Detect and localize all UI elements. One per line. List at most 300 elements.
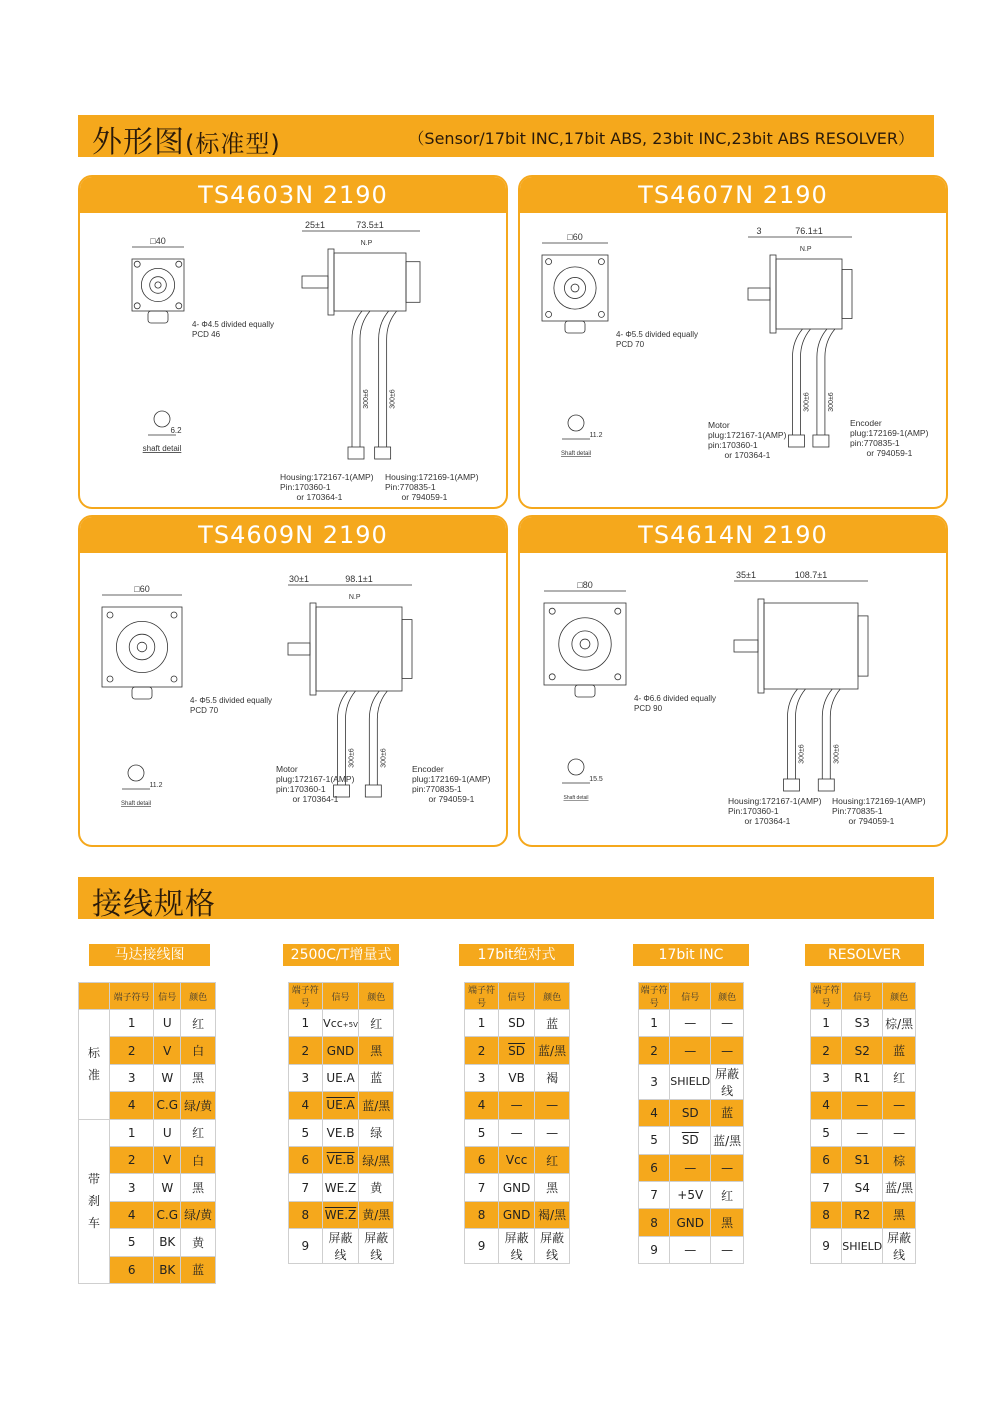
table-row [811, 1064, 916, 1091]
signal-cell: R2 [842, 1201, 883, 1228]
mount-hole [546, 311, 552, 317]
cable [387, 311, 397, 447]
header-cell: 信号 [154, 983, 181, 1010]
signal-cell: R1 [842, 1064, 883, 1091]
color-cell: 褐/黑 [535, 1201, 570, 1228]
abs17-wiring-table [464, 982, 570, 1264]
mount-hole [549, 674, 555, 680]
table-header-row [465, 983, 570, 1010]
pin-cell: 4 [110, 1201, 154, 1228]
color-cell: 棕/黑 [883, 1010, 916, 1037]
dimension-label: 300±6 [348, 748, 356, 768]
table-row [289, 1092, 394, 1119]
mount-hole [107, 612, 113, 618]
signal-cell: VE.B [322, 1119, 359, 1146]
motor-connector-note: Housing:172167-1(AMP) Pin:170360-1 or 170364-1 [280, 472, 374, 502]
table-row [639, 1209, 744, 1236]
cable-connector [365, 785, 381, 797]
pin-cell: 3 [110, 1064, 154, 1091]
table-row [811, 1037, 916, 1064]
color-cell: 白 [181, 1037, 216, 1064]
color-cell: 黑 [359, 1037, 394, 1064]
signal-cell: S2 [842, 1037, 883, 1064]
table-row [79, 1119, 216, 1146]
pin-cell: 4 [110, 1092, 154, 1119]
encoder-connector-note: Housing:172169-1(AMP) Pin:770835-1 or 794059-1 [832, 796, 926, 826]
table-row [289, 1174, 394, 1201]
color-cell: 蓝/黑 [535, 1037, 570, 1064]
panel-title: TS4614N 2190 [520, 517, 946, 553]
color-cell: 黄/黑 [359, 1201, 394, 1228]
dimension-label: 6.2 [170, 426, 182, 435]
signal-cell: SHIELD [842, 1229, 883, 1264]
connector-boss [565, 321, 585, 333]
panel-title: TS4607N 2190 [520, 177, 946, 213]
signal-cell: GND [499, 1174, 535, 1201]
pin-cell: 1 [110, 1010, 154, 1037]
cable-connector [375, 447, 391, 459]
dimension-label: □40 [150, 236, 166, 246]
table-row [465, 1010, 570, 1037]
pin-cell: 1 [811, 1010, 842, 1037]
cable [801, 329, 811, 435]
inc2500-wiring-table [288, 982, 394, 1264]
cable-connector [813, 435, 829, 447]
table-row [811, 1174, 916, 1201]
dimension-label: □80 [577, 580, 593, 590]
signal-cell: U [154, 1119, 181, 1146]
table-row [465, 1064, 570, 1091]
mount-hole [134, 303, 140, 309]
color-cell: 黄 [359, 1174, 394, 1201]
mount-hole [615, 608, 621, 614]
color-cell: 屏蔽线 [883, 1229, 916, 1264]
table-label-motor: 马达接线图 [89, 944, 210, 966]
pin-cell: 6 [811, 1146, 842, 1173]
table-row [811, 1010, 916, 1037]
dimension-label: 73.5±1 [356, 220, 384, 230]
signal-cell: V [154, 1146, 181, 1173]
mount-hole [176, 261, 182, 267]
group-label-brake: 带 刹 车 [79, 1119, 110, 1283]
shaft-circle [129, 634, 155, 660]
color-cell: — [883, 1119, 916, 1146]
pilot-circle [554, 267, 596, 309]
dimension-label: 300±6 [803, 392, 811, 412]
mount-hole [615, 674, 621, 680]
pin-cell: 3 [811, 1064, 842, 1091]
pin-cell: 8 [465, 1201, 499, 1228]
dimension-label: 98.1±1 [345, 574, 373, 584]
pin-cell: 7 [289, 1174, 323, 1201]
color-cell: 屏蔽线 [359, 1229, 394, 1264]
signal-cell: $\overline{SD}$ [670, 1127, 711, 1154]
encoder-cap [842, 270, 852, 319]
signal-cell: VB [499, 1064, 535, 1091]
side-view-flange [310, 603, 316, 695]
connector-boss [132, 687, 152, 699]
header-cell: 端子符号 [639, 983, 670, 1010]
pin-cell: 4 [639, 1099, 670, 1126]
dimension-label: 300±6 [827, 392, 835, 412]
dimension-label: 300±6 [798, 744, 806, 764]
color-cell: 绿 [359, 1119, 394, 1146]
signal-cell: — [670, 1236, 711, 1263]
cable-connector [348, 447, 364, 459]
cable [369, 691, 379, 785]
signal-cell: Vcc [499, 1146, 535, 1173]
color-cell: 黑 [711, 1209, 744, 1236]
pin-cell: 2 [639, 1037, 670, 1064]
color-cell: 蓝/黑 [883, 1174, 916, 1201]
front-view-flange [542, 255, 608, 321]
dimension-label: 76.1±1 [795, 226, 823, 236]
encoder-cap [858, 616, 868, 676]
motor-connector-note: Motor plug:172167-1(AMP) pin:170360-1 or 170364-1 [708, 420, 787, 460]
shaft-detail-circle [568, 415, 584, 431]
dimension-label: 11.2 [589, 432, 603, 439]
header-cell: 信号 [499, 983, 535, 1010]
pin-cell: 7 [639, 1181, 670, 1208]
signal-cell: S3 [842, 1010, 883, 1037]
dimension-label: N.P [348, 594, 361, 601]
pin-cell: 9 [639, 1236, 670, 1263]
signal-cell: $\overline{SD}$ [499, 1037, 535, 1064]
pin-cell: 4 [465, 1092, 499, 1119]
dimension-label: N.P [799, 246, 812, 253]
connector-boss [148, 311, 168, 323]
pin-cell: 9 [811, 1229, 842, 1264]
dimension-label: Shaft detail [120, 801, 152, 807]
header-cell: 端子符号 [811, 983, 842, 1010]
pin-cell: 8 [811, 1201, 842, 1228]
cable [817, 329, 827, 435]
header-cell: 信号 [670, 983, 711, 1010]
shaft-detail-circle [568, 759, 584, 775]
table-row [465, 1037, 570, 1064]
group-label-standard: 标 准 [79, 1010, 110, 1120]
pin-cell: 4 [289, 1092, 323, 1119]
encoder-cap [406, 262, 420, 303]
table-label-inc17: 17bit INC [633, 944, 749, 966]
color-cell: 黑 [883, 1201, 916, 1228]
pin-cell: 5 [110, 1229, 154, 1256]
signal-cell: 屏蔽线 [322, 1229, 359, 1264]
side-view-flange [328, 249, 334, 315]
mount-hole [171, 676, 177, 682]
drawing-panel-ts4607n [518, 175, 948, 509]
side-view-body [764, 603, 858, 689]
header-cell: 颜色 [535, 983, 570, 1010]
dimension-label: shaft detail [142, 444, 182, 453]
motor-wiring-table [78, 982, 216, 1284]
panel-title: TS4603N 2190 [80, 177, 506, 213]
cable-connector [789, 435, 805, 447]
signal-cell: C.G [154, 1092, 181, 1119]
dimension-label: Shaft detail [560, 451, 592, 457]
signal-cell: — [842, 1119, 883, 1146]
color-cell: 屏蔽线 [535, 1229, 570, 1264]
signal-cell: SD [670, 1099, 711, 1126]
table-row [811, 1229, 916, 1264]
cable [825, 329, 835, 435]
outline-section-title: 外形图(标准型) [92, 125, 281, 160]
cable [830, 689, 840, 779]
signal-cell: S1 [842, 1146, 883, 1173]
shaft-key-circle [137, 642, 147, 652]
signal-cell: SHIELD [670, 1064, 711, 1099]
dimension-label: 4- Φ4.5 divided equally [192, 320, 274, 329]
color-cell: 黑 [181, 1174, 216, 1201]
header-cell: 端子符号 [465, 983, 499, 1010]
table-row [289, 1119, 394, 1146]
dimension-label: PCD 46 [192, 330, 221, 339]
dimension-label: 300±6 [363, 389, 370, 409]
color-cell: 蓝/黑 [359, 1092, 394, 1119]
color-cell: 红 [883, 1064, 916, 1091]
dimension-label: PCD 70 [190, 706, 219, 715]
signal-cell: BK [154, 1229, 181, 1256]
cable-connector [818, 779, 834, 791]
table-row [811, 1092, 916, 1119]
pin-cell: 2 [465, 1037, 499, 1064]
table-row [639, 1010, 744, 1037]
drawing-panel-ts4609n [78, 515, 508, 847]
cable [793, 329, 803, 435]
dimension-label: 30±1 [289, 574, 309, 584]
inc17-wiring-table [638, 982, 744, 1264]
dimension-label: 108.7±1 [794, 570, 828, 580]
table-row [639, 1127, 744, 1154]
drawing-panel-ts4614n [518, 515, 948, 847]
shaft-key-circle [580, 639, 590, 649]
color-cell: 蓝 [181, 1256, 216, 1283]
pin-cell: 2 [289, 1037, 323, 1064]
color-cell: 白 [181, 1146, 216, 1173]
table-row [465, 1201, 570, 1228]
color-cell: 红 [535, 1146, 570, 1173]
header-cell: 颜色 [883, 983, 916, 1010]
pin-cell: 1 [289, 1010, 323, 1037]
color-cell: 绿/黄 [181, 1201, 216, 1228]
pin-cell: 7 [811, 1174, 842, 1201]
pin-cell: 2 [110, 1146, 154, 1173]
pin-cell: 8 [289, 1201, 323, 1228]
side-view-flange [758, 599, 764, 693]
dimension-label: 3 [756, 226, 762, 236]
table-header-row [79, 983, 216, 1010]
cable [788, 689, 798, 779]
pin-cell: 4 [811, 1092, 842, 1119]
dimension-label: PCD 70 [616, 340, 645, 349]
shaft-detail-circle [154, 411, 170, 427]
mount-hole [546, 259, 552, 265]
front-view-flange [544, 603, 626, 685]
pin-cell: 5 [289, 1119, 323, 1146]
motor-connector-note: Housing:172167-1(AMP) Pin:170360-1 or 170364-1 [728, 796, 822, 826]
shaft-circle [572, 631, 598, 657]
cable [360, 311, 370, 447]
wiring-section-title: 接线规格 [92, 887, 216, 922]
mount-hole [176, 303, 182, 309]
signal-cell: SD [499, 1010, 535, 1037]
pin-cell: 1 [639, 1010, 670, 1037]
table-row [79, 1010, 216, 1037]
mount-hole [549, 608, 555, 614]
table-row [289, 1064, 394, 1091]
pilot-circle [141, 268, 174, 301]
panel-title: TS4609N 2190 [80, 517, 506, 553]
color-cell: 黑 [535, 1174, 570, 1201]
dimension-label: 300±6 [833, 744, 841, 764]
header-cell: 颜色 [359, 983, 394, 1010]
pilot-circle [559, 618, 611, 670]
wiring-section-header [78, 877, 934, 922]
side-view-body [334, 253, 406, 311]
table-header-row [811, 983, 916, 1010]
table-row [811, 1119, 916, 1146]
pilot-circle [116, 621, 167, 672]
dimension-label: N.P [360, 240, 373, 247]
signal-cell: GND [322, 1037, 359, 1064]
cable [377, 691, 387, 785]
mount-hole [598, 259, 604, 265]
table-row [811, 1201, 916, 1228]
signal-cell: — [670, 1010, 711, 1037]
table-header-row [289, 983, 394, 1010]
signal-cell: WE.Z [322, 1201, 359, 1228]
color-cell: 红 [359, 1010, 394, 1037]
outline-section-header [78, 115, 934, 160]
table-row [465, 1229, 570, 1264]
pin-cell: 9 [289, 1229, 323, 1264]
color-cell: — [711, 1010, 744, 1037]
pin-cell: 3 [465, 1064, 499, 1091]
color-cell: — [711, 1236, 744, 1263]
front-view-flange [132, 259, 184, 311]
table-row [465, 1119, 570, 1146]
mount-hole [134, 261, 140, 267]
signal-cell: W [154, 1174, 181, 1201]
pin-cell: 8 [639, 1209, 670, 1236]
table-row [465, 1092, 570, 1119]
signal-cell: Vcc+5V [322, 1010, 359, 1037]
pin-cell: 7 [465, 1174, 499, 1201]
color-cell: — [535, 1119, 570, 1146]
table-label-resolver: RESOLVER [805, 944, 924, 966]
signal-cell: GND [670, 1209, 711, 1236]
cable [822, 689, 832, 779]
pin-cell: 3 [289, 1064, 323, 1091]
output-shaft [302, 276, 328, 288]
dimension-label: PCD 90 [634, 704, 663, 713]
signal-cell: GND [499, 1201, 535, 1228]
color-cell: 红 [711, 1181, 744, 1208]
signal-cell: W [154, 1064, 181, 1091]
signal-cell: U [154, 1010, 181, 1037]
cable-connector [784, 779, 800, 791]
pin-cell: 3 [639, 1064, 670, 1099]
header-cell: 信号 [842, 983, 883, 1010]
pin-cell: 6 [110, 1256, 154, 1283]
header-cell: 端子符号 [110, 983, 154, 1010]
signal-cell: — [499, 1092, 535, 1119]
color-cell: — [535, 1092, 570, 1119]
pin-cell: 9 [465, 1229, 499, 1264]
dimension-label: 35±1 [736, 570, 756, 580]
table-row [465, 1146, 570, 1173]
dimension-label: □60 [567, 232, 583, 242]
color-cell: 屏蔽线 [711, 1064, 744, 1099]
pin-cell: 5 [811, 1119, 842, 1146]
header-cell: 颜色 [181, 983, 216, 1010]
pin-cell: 2 [110, 1037, 154, 1064]
dimension-label: 300±6 [380, 748, 388, 768]
pin-cell: 2 [811, 1037, 842, 1064]
table-row [289, 1201, 394, 1228]
signal-cell: UE.A [322, 1092, 359, 1119]
signal-cell: WE.Z [322, 1174, 359, 1201]
color-cell: — [883, 1092, 916, 1119]
color-cell: 绿/黄 [181, 1092, 216, 1119]
signal-cell: — [670, 1037, 711, 1064]
encoder-connector-note: Encoder plug:172169-1(AMP) pin:770835-1 or 794059-1 [850, 418, 929, 458]
signal-cell: 屏蔽线 [499, 1229, 535, 1264]
pin-cell: 6 [289, 1146, 323, 1173]
pin-cell: 6 [465, 1146, 499, 1173]
output-shaft [748, 288, 770, 300]
color-cell: — [711, 1154, 744, 1181]
motor-outline-drawing [80, 213, 502, 503]
signal-cell: BK [154, 1256, 181, 1283]
shaft-circle [564, 277, 585, 298]
table-row [811, 1146, 916, 1173]
table-row [289, 1146, 394, 1173]
dimension-label: 4- Φ5.5 divided equally [190, 696, 272, 705]
dimension-label: 15.5 [589, 776, 603, 783]
encoder-connector-note: Housing:172169-1(AMP) Pin:770835-1 or 794059-1 [385, 472, 479, 502]
signal-cell: S4 [842, 1174, 883, 1201]
resolver-wiring-table [810, 982, 916, 1264]
output-shaft [734, 640, 758, 652]
table-row [639, 1236, 744, 1263]
color-cell: 蓝 [711, 1099, 744, 1126]
pin-cell: 1 [110, 1119, 154, 1146]
signal-cell: — [499, 1119, 535, 1146]
shaft-detail-circle [128, 765, 144, 781]
table-row [639, 1154, 744, 1181]
table-label-abs17: 17bit绝对式 [459, 944, 574, 966]
signal-cell: C.G [154, 1201, 181, 1228]
table-row [639, 1099, 744, 1126]
dimension-label: Shaft detail [563, 795, 589, 801]
side-view-body [316, 607, 402, 691]
color-cell: 蓝/黑 [711, 1127, 744, 1154]
table-row [639, 1181, 744, 1208]
color-cell: 红 [181, 1119, 216, 1146]
side-view-flange [770, 255, 776, 333]
cable [796, 689, 806, 779]
dimension-label: 300±6 [389, 389, 397, 409]
encoder-cap [402, 620, 412, 679]
pin-cell: 1 [465, 1010, 499, 1037]
dimension-label: 11.2 [149, 782, 163, 789]
signal-cell: — [842, 1092, 883, 1119]
drawing-panel-ts4603n [78, 175, 508, 509]
color-cell: 蓝 [883, 1037, 916, 1064]
side-view-body [776, 259, 842, 329]
signal-cell: V [154, 1037, 181, 1064]
